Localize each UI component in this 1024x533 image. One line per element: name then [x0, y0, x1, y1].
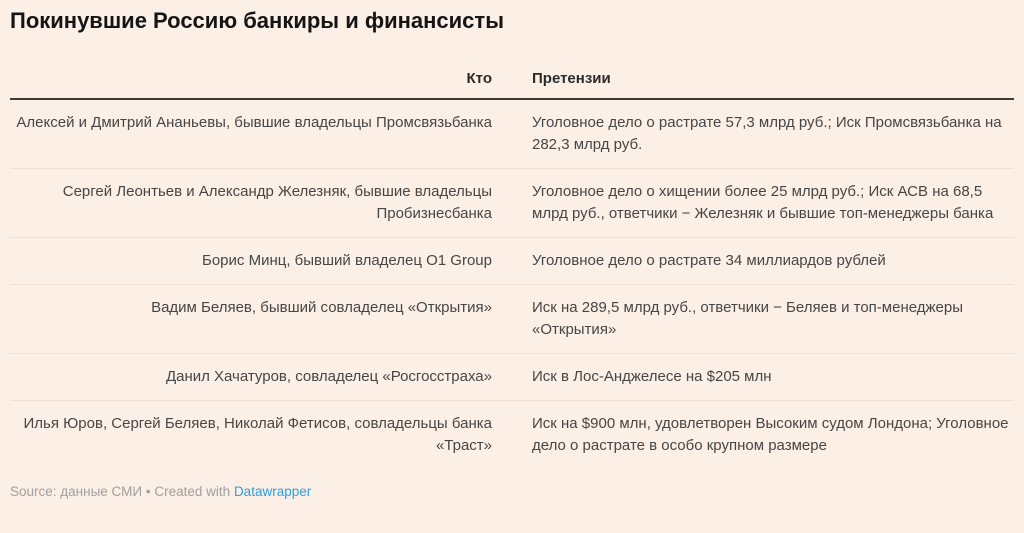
table-row — [10, 400, 1014, 469]
cell-claims: Иск на 289,5 млрд руб., ответчики − Беляев и топ-менеджеры «Открытия» — [532, 299, 964, 338]
table-row — [10, 284, 1014, 353]
table-row — [10, 353, 1014, 400]
table-header-row — [10, 70, 1014, 100]
cell-who: Илья Юров, Сергей Беляев, Николай Фетисов, совладельцы банка «Траст» — [23, 415, 492, 454]
table-row — [10, 100, 1014, 168]
cell-who: Данил Хачатуров, совладелец «Росгосстраха» — [165, 368, 492, 385]
cell-claims: Иск в Лос-Анджелесе на $205 млн — [532, 368, 772, 385]
credit-prefix: Created with — [154, 484, 231, 499]
cell-who: Сергей Леонтьев и Александр Железняк, бывшие владельцы Пробизнесбанка — [62, 183, 492, 222]
footer-bullet: • — [145, 484, 151, 499]
cell-who: Борис Минц, бывший владелец O1 Group — [202, 252, 492, 269]
cell-claims: Уголовное дело о растрате 57,3 млрд руб.; Иск Промсвязьбанка на 282,3 млрд руб. — [532, 114, 1002, 153]
table-row — [10, 237, 1014, 284]
datawrapper-link[interactable]: Datawrapper — [233, 484, 312, 499]
source-value: данные СМИ — [60, 484, 143, 499]
cell-claims: Уголовное дело о растрате 34 миллиардов рублей — [532, 252, 886, 269]
cell-who: Алексей и Дмитрий Ананьевы, бывшие владельцы Промсвязьбанка — [16, 114, 492, 131]
chart-title: Покинувшие Россию банкиры и финансисты — [10, 8, 504, 33]
column-header-who: Кто — [466, 70, 492, 87]
column-header-claims: Претензии — [532, 70, 611, 87]
table-row — [10, 168, 1014, 237]
cell-claims: Иск на $900 млн, удовлетворен Высоким судом Лондона; Уголовное дело о растрате в особо крупном размере — [532, 415, 1009, 454]
data-table — [10, 70, 1014, 469]
source-label: Source: — [10, 484, 57, 499]
cell-who: Вадим Беляев, бывший совладелец «Открытия» — [151, 299, 492, 316]
cell-claims: Уголовное дело о хищении более 25 млрд руб.; Иск АСВ на 68,5 млрд руб., ответчики − Железняк и бывшие топ-менеджеры банка — [532, 183, 994, 222]
chart-footer — [10, 484, 1014, 499]
